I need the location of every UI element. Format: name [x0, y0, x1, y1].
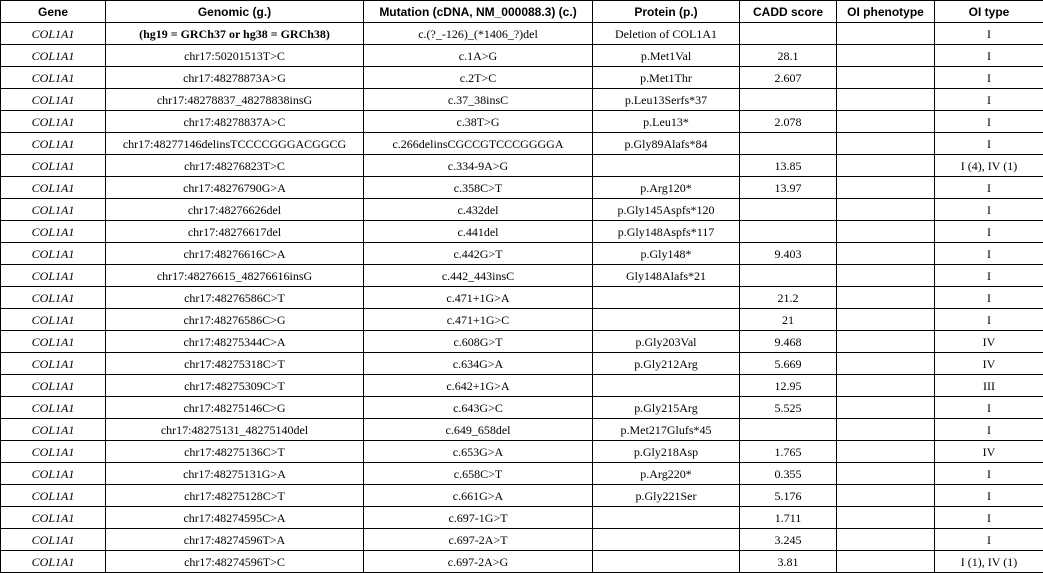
col-header-cadd: CADD score [740, 1, 837, 23]
mutation-cell: c.266delinsCGCCGTCCCGGGGA [364, 133, 593, 155]
table-row [1, 221, 1043, 243]
mutation-cell: c.697-1G>T [364, 507, 593, 529]
oi-type-cell: I [935, 507, 1043, 529]
gene-cell: COL1A1 [1, 45, 106, 67]
protein-cell: p.Gly218Asp [593, 441, 740, 463]
oi-type-cell: I [935, 419, 1043, 441]
oi-type-cell: I [935, 221, 1043, 243]
genomic-cell: chr17:48276790G>A [106, 177, 364, 199]
gene-cell: COL1A1 [1, 309, 106, 331]
oi-phenotype-cell [837, 265, 935, 287]
table-row [1, 23, 1043, 45]
oi-phenotype-cell [837, 221, 935, 243]
cadd-score-cell: 1.711 [740, 507, 837, 529]
genomic-cell: chr17:48274596T>C [106, 551, 364, 573]
protein-cell: p.Gly203Val [593, 331, 740, 353]
gene-cell: COL1A1 [1, 133, 106, 155]
cadd-score-cell: 12.95 [740, 375, 837, 397]
protein-cell [593, 287, 740, 309]
gene-cell: COL1A1 [1, 331, 106, 353]
mutation-cell: c.442_443insC [364, 265, 593, 287]
cadd-score-cell: 0.355 [740, 463, 837, 485]
oi-type-cell: IV [935, 331, 1043, 353]
mutation-cell: c.(?_-126)_(*1406_?)del [364, 23, 593, 45]
genomic-cell: chr17:48275344C>A [106, 331, 364, 353]
oi-phenotype-cell [837, 485, 935, 507]
table-row [1, 353, 1043, 375]
cadd-score-cell: 3.81 [740, 551, 837, 573]
table-row [1, 155, 1043, 177]
oi-phenotype-cell [837, 287, 935, 309]
gene-cell: COL1A1 [1, 89, 106, 111]
protein-cell: p.Leu13Serfs*37 [593, 89, 740, 111]
table-row [1, 331, 1043, 353]
gene-cell: COL1A1 [1, 441, 106, 463]
gene-cell: COL1A1 [1, 155, 106, 177]
col-header-oi-phenotype: OI phenotype [837, 1, 935, 23]
genomic-cell: chr17:48276823T>C [106, 155, 364, 177]
cadd-score-cell [740, 23, 837, 45]
oi-type-cell: I [935, 133, 1043, 155]
genomic-cell: chr17:48276616C>A [106, 243, 364, 265]
table-row [1, 199, 1043, 221]
cadd-score-cell [740, 221, 837, 243]
cadd-score-cell: 5.669 [740, 353, 837, 375]
cadd-score-cell [740, 419, 837, 441]
oi-type-cell: I [935, 199, 1043, 221]
cadd-score-cell: 28.1 [740, 45, 837, 67]
mutation-cell: c.608G>T [364, 331, 593, 353]
protein-cell: p.Met217Glufs*45 [593, 419, 740, 441]
cadd-score-cell: 5.176 [740, 485, 837, 507]
genomic-cell: chr17:48275131G>A [106, 463, 364, 485]
table-row [1, 551, 1043, 573]
protein-cell [593, 375, 740, 397]
genomic-cell: chr17:48274596T>A [106, 529, 364, 551]
oi-type-cell: I [935, 67, 1043, 89]
table-row [1, 507, 1043, 529]
gene-cell: COL1A1 [1, 397, 106, 419]
cadd-score-cell: 9.403 [740, 243, 837, 265]
protein-cell [593, 551, 740, 573]
mutation-cell: c.432del [364, 199, 593, 221]
genomic-cell: chr17:48277146delinsTCCCCGGGACGGCG [106, 133, 364, 155]
table-row [1, 133, 1043, 155]
table-row [1, 287, 1043, 309]
mutation-cell: c.697-2A>G [364, 551, 593, 573]
genomic-cell: chr17:48276586C>G [106, 309, 364, 331]
mutation-cell: c.661G>A [364, 485, 593, 507]
genomic-cell: chr17:48275131_48275140del [106, 419, 364, 441]
mutation-cell: c.2T>C [364, 67, 593, 89]
genomic-cell: chr17:50201513T>C [106, 45, 364, 67]
col-header-mutation: Mutation (cDNA, NM_000088.3) (c.) [364, 1, 593, 23]
cadd-score-cell: 1.765 [740, 441, 837, 463]
oi-type-cell: I [935, 45, 1043, 67]
oi-phenotype-cell [837, 353, 935, 375]
table-row [1, 265, 1043, 287]
cadd-score-cell [740, 133, 837, 155]
protein-cell: Gly148Alafs*21 [593, 265, 740, 287]
cadd-score-cell: 5.525 [740, 397, 837, 419]
oi-phenotype-cell [837, 111, 935, 133]
oi-phenotype-cell [837, 155, 935, 177]
oi-type-cell: IV [935, 353, 1043, 375]
cadd-score-cell: 21 [740, 309, 837, 331]
mutation-cell: c.358C>T [364, 177, 593, 199]
table-row [1, 45, 1043, 67]
genomic-cell: chr17:48275128C>T [106, 485, 364, 507]
gene-cell: COL1A1 [1, 419, 106, 441]
gene-cell: COL1A1 [1, 67, 106, 89]
oi-phenotype-cell [837, 551, 935, 573]
table-row [1, 397, 1043, 419]
oi-phenotype-cell [837, 441, 935, 463]
genomic-cell: chr17:48276615_48276616insG [106, 265, 364, 287]
mutation-cell: c.442G>T [364, 243, 593, 265]
mutation-cell: c.471+1G>A [364, 287, 593, 309]
mutation-cell: c.653G>A [364, 441, 593, 463]
gene-cell: COL1A1 [1, 111, 106, 133]
oi-type-cell: IV [935, 441, 1043, 463]
protein-cell [593, 507, 740, 529]
table-row [1, 243, 1043, 265]
table-row [1, 463, 1043, 485]
oi-type-cell: III [935, 375, 1043, 397]
cadd-score-cell: 13.97 [740, 177, 837, 199]
table-row [1, 419, 1043, 441]
oi-type-cell: I [935, 111, 1043, 133]
cadd-score-cell [740, 265, 837, 287]
oi-phenotype-cell [837, 177, 935, 199]
oi-type-cell: I (4), IV (1) [935, 155, 1043, 177]
genomic-cell: chr17:48278837_48278838insG [106, 89, 364, 111]
mutation-cell: c.697-2A>T [364, 529, 593, 551]
mutation-cell: c.38T>G [364, 111, 593, 133]
table-row [1, 177, 1043, 199]
oi-type-cell: I [935, 397, 1043, 419]
gene-cell: COL1A1 [1, 529, 106, 551]
protein-cell: p.Met1Thr [593, 67, 740, 89]
gene-cell: COL1A1 [1, 375, 106, 397]
oi-type-cell: I [935, 243, 1043, 265]
oi-phenotype-cell [837, 419, 935, 441]
gene-cell: COL1A1 [1, 199, 106, 221]
mutation-cell: c.658C>T [364, 463, 593, 485]
cadd-score-cell: 21.2 [740, 287, 837, 309]
oi-phenotype-cell [837, 375, 935, 397]
oi-type-cell: I (1), IV (1) [935, 551, 1043, 573]
protein-cell: p.Gly212Arg [593, 353, 740, 375]
mutation-cell: c.634G>A [364, 353, 593, 375]
protein-cell: p.Arg120* [593, 177, 740, 199]
oi-phenotype-cell [837, 463, 935, 485]
mutation-cell: c.334-9A>G [364, 155, 593, 177]
genomic-cell: chr17:48276626del [106, 199, 364, 221]
protein-cell: p.Met1Val [593, 45, 740, 67]
gene-cell: COL1A1 [1, 177, 106, 199]
protein-cell: p.Gly148Aspfs*117 [593, 221, 740, 243]
protein-cell: p.Gly221Ser [593, 485, 740, 507]
protein-cell: p.Leu13* [593, 111, 740, 133]
mutation-cell: c.37_38insC [364, 89, 593, 111]
oi-type-cell: I [935, 287, 1043, 309]
oi-phenotype-cell [837, 397, 935, 419]
mutation-cell: c.649_658del [364, 419, 593, 441]
col-header-genomic: Genomic (g.) [106, 1, 364, 23]
protein-cell [593, 155, 740, 177]
table-row [1, 485, 1043, 507]
table-row [1, 309, 1043, 331]
mutation-cell: c.441del [364, 221, 593, 243]
gene-cell: COL1A1 [1, 287, 106, 309]
genomic-cell: chr17:48278873A>G [106, 67, 364, 89]
gene-cell: COL1A1 [1, 507, 106, 529]
oi-phenotype-cell [837, 67, 935, 89]
oi-phenotype-cell [837, 23, 935, 45]
table-row [1, 111, 1043, 133]
gene-cell: COL1A1 [1, 265, 106, 287]
genomic-cell: (hg19 = GRCh37 or hg38 = GRCh38) [106, 23, 364, 45]
oi-phenotype-cell [837, 331, 935, 353]
cadd-score-cell: 13.85 [740, 155, 837, 177]
gene-cell: COL1A1 [1, 23, 106, 45]
table-row [1, 67, 1043, 89]
oi-type-cell: I [935, 177, 1043, 199]
oi-phenotype-cell [837, 243, 935, 265]
gene-cell: COL1A1 [1, 463, 106, 485]
cadd-score-cell: 2.607 [740, 67, 837, 89]
oi-phenotype-cell [837, 133, 935, 155]
genomic-cell: chr17:48275309C>T [106, 375, 364, 397]
cadd-score-cell [740, 199, 837, 221]
oi-type-cell: I [935, 309, 1043, 331]
genomic-cell: chr17:48275146C>G [106, 397, 364, 419]
oi-phenotype-cell [837, 89, 935, 111]
genomic-cell: chr17:48278837A>C [106, 111, 364, 133]
mutation-cell: c.1A>G [364, 45, 593, 67]
genomic-cell: chr17:48276617del [106, 221, 364, 243]
header-row [1, 1, 1043, 23]
protein-cell: p.Gly145Aspfs*120 [593, 199, 740, 221]
protein-cell: p.Gly89Alafs*84 [593, 133, 740, 155]
gene-cell: COL1A1 [1, 243, 106, 265]
protein-cell: p.Gly215Arg [593, 397, 740, 419]
cadd-score-cell: 9.468 [740, 331, 837, 353]
table-row [1, 441, 1043, 463]
protein-cell: p.Gly148* [593, 243, 740, 265]
genomic-cell: chr17:48274595C>A [106, 507, 364, 529]
cadd-score-cell: 3.245 [740, 529, 837, 551]
oi-phenotype-cell [837, 199, 935, 221]
oi-type-cell: I [935, 23, 1043, 45]
oi-type-cell: I [935, 529, 1043, 551]
genomic-cell: chr17:48276586C>T [106, 287, 364, 309]
table-row [1, 89, 1043, 111]
oi-type-cell: I [935, 485, 1043, 507]
cadd-score-cell [740, 89, 837, 111]
protein-cell [593, 309, 740, 331]
oi-type-cell: I [935, 463, 1043, 485]
oi-type-cell: I [935, 265, 1043, 287]
protein-cell: Deletion of COL1A1 [593, 23, 740, 45]
protein-cell: p.Arg220* [593, 463, 740, 485]
col-header-protein: Protein (p.) [593, 1, 740, 23]
mutation-cell: c.471+1G>C [364, 309, 593, 331]
genomic-cell: chr17:48275318C>T [106, 353, 364, 375]
col-header-gene: Gene [1, 1, 106, 23]
cadd-score-cell: 2.078 [740, 111, 837, 133]
gene-cell: COL1A1 [1, 221, 106, 243]
genomic-cell: chr17:48275136C>T [106, 441, 364, 463]
mutation-cell: c.642+1G>A [364, 375, 593, 397]
mutation-cell: c.643G>C [364, 397, 593, 419]
gene-cell: COL1A1 [1, 485, 106, 507]
oi-phenotype-cell [837, 507, 935, 529]
col-header-oi-type: OI type [935, 1, 1043, 23]
gene-cell: COL1A1 [1, 353, 106, 375]
oi-type-cell: I [935, 89, 1043, 111]
oi-phenotype-cell [837, 45, 935, 67]
oi-phenotype-cell [837, 309, 935, 331]
gene-cell: COL1A1 [1, 551, 106, 573]
table-row [1, 375, 1043, 397]
